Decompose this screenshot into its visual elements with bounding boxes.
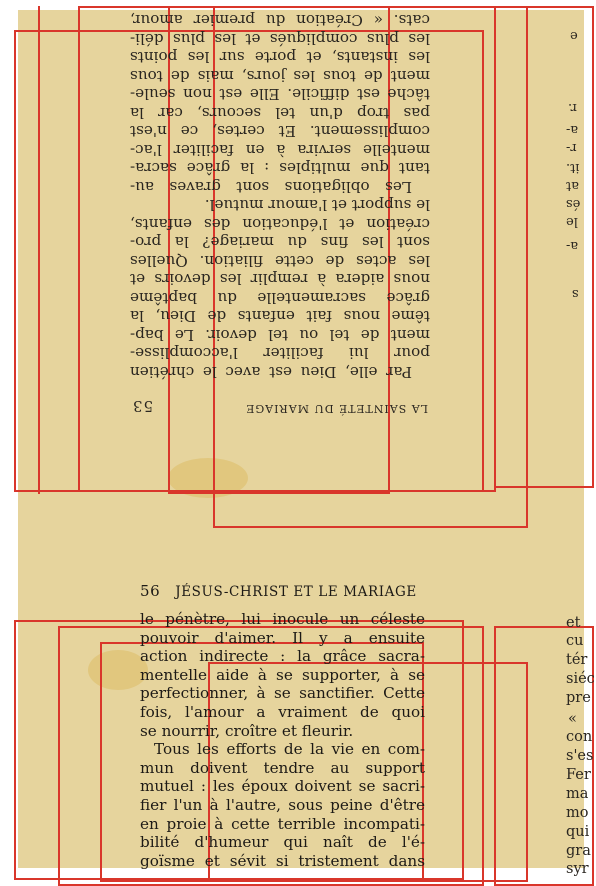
lower-page-header	[140, 582, 425, 600]
lower-fragment: pre	[566, 690, 591, 706]
upper-line: pour lui faciliter l'accomplisse-	[130, 344, 430, 363]
upper-line: tême nous fait enfants de Dieu, la	[130, 307, 430, 326]
lower-page	[140, 582, 425, 870]
upper-fragment: e	[570, 28, 578, 43]
paper-sheet	[18, 10, 595, 877]
upper-line: création et l'éducation des enfants,	[130, 215, 430, 233]
upper-fragment: a-	[566, 122, 579, 137]
upper-line: ment de tel ou tel devoir. Le bap-	[130, 326, 430, 344]
lower-fragment: mo	[566, 805, 589, 821]
lower-fragment: cu	[566, 633, 584, 649]
lower-line: bilité d'humeur qui naît de l'é-	[140, 833, 425, 852]
lower-line: en proie à cette terrible incompati-	[140, 814, 425, 833]
upper-page-number: 53	[132, 397, 154, 415]
upper-line: tâche est difficile. Elle est non seule-	[130, 85, 430, 104]
upper-line: les actes de cette filiation. Quelles	[130, 252, 430, 270]
lower-running-head: JÉSUS-CHRIST ET LE MARIAGE	[175, 584, 417, 600]
upper-line: tant que multiples : la grâce sacra-	[130, 159, 430, 178]
lower-line: le pénètre, lui inocule un céleste	[140, 610, 425, 628]
upper-line: les instants, et porte sur les points	[130, 48, 430, 67]
lower-fragment: con	[566, 729, 593, 745]
lower-fragment: siéc	[566, 671, 595, 687]
lower-page-number: 56	[140, 582, 161, 600]
upper-fragment: le	[566, 214, 578, 229]
lower-fragment: ma	[566, 786, 589, 802]
lower-fragment: et	[566, 615, 581, 631]
upper-line: nous aidera à remplir les devoirs et	[130, 270, 430, 289]
upper-fragment: r-	[566, 140, 577, 155]
upper-line: Par elle, Dieu est avec le chrétien	[130, 363, 412, 381]
upper-line: cats. « Création du premier amour,	[130, 11, 430, 30]
upper-line: pas trop d'un tel secours, car la	[130, 104, 430, 122]
guide-line-left-mark	[38, 6, 40, 494]
lower-fragment: syr	[566, 861, 589, 877]
upper-line: complissement. Et certes, ce n'est	[130, 122, 430, 141]
lower-line: fois, l'amour a vraiment de quoi	[140, 702, 425, 721]
lower-line: action indirecte : la grâce sacra-	[140, 647, 425, 666]
lower-line: goïsme et sévit si tristement dans	[140, 851, 425, 870]
upper-line: ment de tous les jours, mais de tous	[130, 67, 430, 85]
lower-line: mun doivent tendre au support	[140, 758, 425, 777]
lower-line: Tous les efforts de la vie en com-	[154, 740, 425, 759]
lower-line: mutuel : les époux doivent se sacri-	[140, 777, 425, 796]
upper-line: les plus compliqués et les plus déli-	[130, 30, 430, 48]
upper-line: Les obligations sont graves au-	[130, 178, 412, 196]
upper-page	[130, 10, 430, 415]
upper-line: grâce sacramentelle du baptême	[130, 289, 430, 307]
guide-frame-upper-5	[494, 6, 594, 488]
upper-line: sont les fins du mariage? la pro-	[130, 233, 430, 252]
upper-line: mentelle servira à en faciliter l'ac-	[130, 141, 430, 159]
lower-line: pouvoir d'aimer. Il y a ensuite	[140, 628, 425, 647]
lower-fragment: tér	[566, 652, 588, 668]
upper-fragment: s	[572, 286, 579, 301]
upper-fragment: at	[566, 178, 579, 193]
lower-fragment: «	[568, 711, 577, 727]
lower-fragment: qui	[566, 824, 590, 840]
upper-fragment: és	[566, 196, 581, 211]
upper-fragment: it.	[566, 160, 580, 175]
upper-fragment: r.	[568, 100, 577, 115]
upper-fragment: a-	[566, 238, 579, 253]
upper-page-header	[130, 397, 430, 415]
lower-fragment: gra	[566, 843, 591, 859]
upper-running-head: LA SAINTETÉ DU MARIAGE	[245, 402, 428, 415]
lower-fragment: Fer	[566, 767, 591, 783]
lower-line: se nourrir, croître et fleurir.	[140, 721, 354, 740]
lower-line: fier l'un à l'autre, sous peine d'être	[140, 795, 425, 814]
lower-fragment: s'es	[566, 748, 594, 764]
lower-line: mentelle aide à se supporter, à se	[140, 665, 425, 684]
upper-line: le support et l'amour mutuel.	[204, 196, 430, 215]
lower-line: perfectionner, à se sanctifier. Cette	[140, 684, 425, 703]
